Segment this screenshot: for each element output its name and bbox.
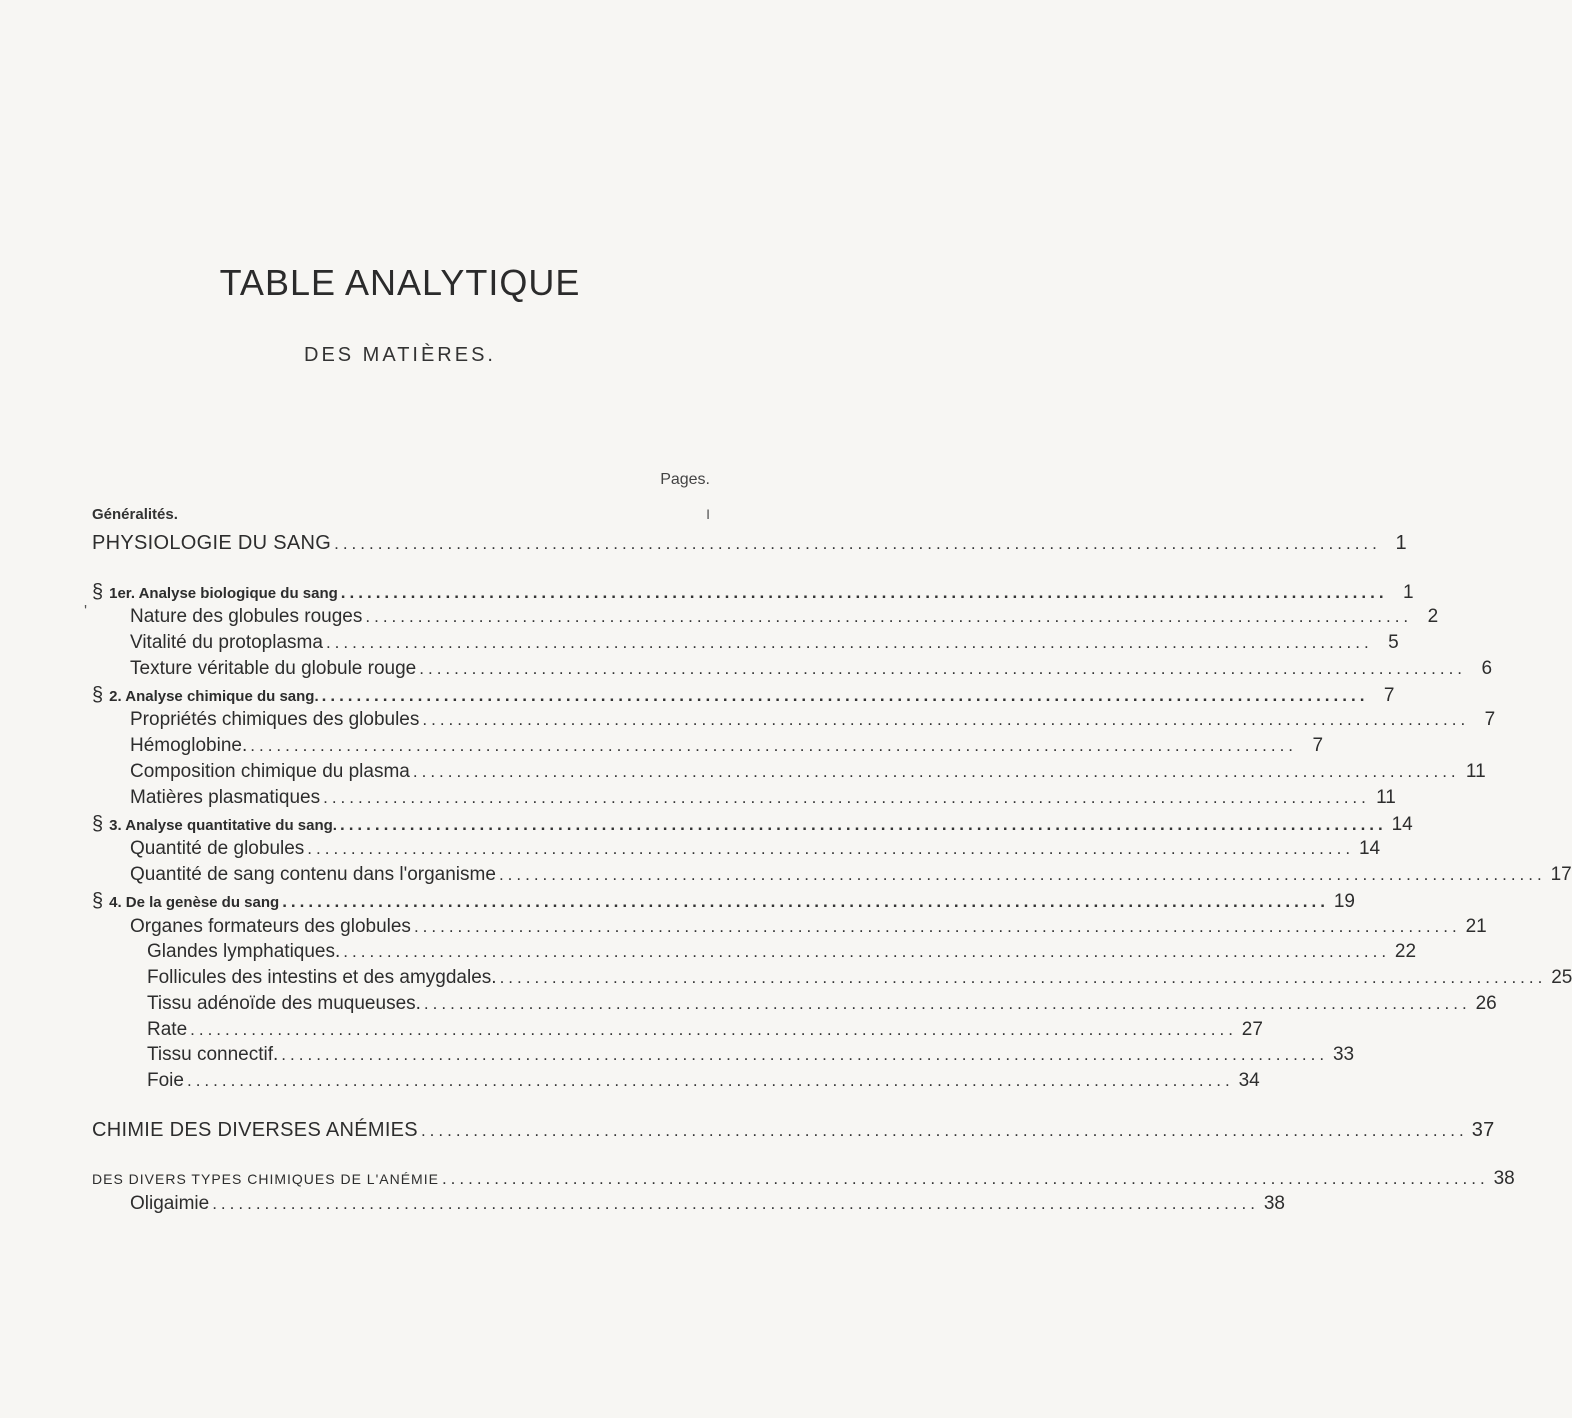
toc-entry xyxy=(92,1168,1515,1194)
toc-entry-page: 5 xyxy=(1388,632,1399,653)
toc-entry-label xyxy=(92,890,279,913)
dot-leader: ........................................................................................................................ xyxy=(282,892,1329,911)
toc-entry-label xyxy=(92,684,319,707)
toc-entry xyxy=(130,838,1381,864)
toc-entry xyxy=(92,532,1407,558)
toc-entry-text: DES DIVERS TYPES CHIMIQUES DE L'ANÉMIE xyxy=(92,1171,439,1187)
toc-entry-text: Propriétés chimiques des globules xyxy=(130,709,420,730)
toc-entry-label xyxy=(92,581,338,604)
pages-column-label: Pages. xyxy=(660,471,710,488)
toc-entry-label xyxy=(130,658,416,680)
dot-leader: ........................................................................................................................ xyxy=(441,1169,1489,1188)
toc-entry-page: 1 xyxy=(1395,532,1407,554)
toc-entry-page: 7 xyxy=(1383,685,1395,706)
toc-entry-label xyxy=(130,761,410,783)
dot-leader: ........................................................................................................................ xyxy=(334,534,1381,553)
toc-entry-label xyxy=(147,941,340,963)
toc-entry-text: Quantité de globules xyxy=(130,838,305,859)
toc-entry-text: Composition chimique du plasma xyxy=(130,761,410,782)
toc-entry-text: Vitalité du protoplasma xyxy=(130,632,323,653)
toc-entry-text: 3. Analyse quantitative du sang. xyxy=(109,817,337,834)
toc-entry-page: 33 xyxy=(1332,1044,1355,1065)
toc-entry xyxy=(130,709,1496,735)
dot-leader: ........................................................................................................................ xyxy=(321,686,1369,705)
toc-entry-label xyxy=(130,606,362,628)
toc-entry-label xyxy=(130,916,411,938)
margin-mark: ' xyxy=(84,603,88,620)
dot-leader: ........................................................................................................................ xyxy=(339,815,1387,834)
toc-entry-page: 14 xyxy=(1358,838,1381,859)
dot-leader: ........................................................................................................................ xyxy=(499,968,1547,987)
toc-entry-label xyxy=(130,864,496,886)
toc-entry-label xyxy=(130,632,323,654)
toc-entry xyxy=(147,1044,1355,1070)
toc-entry-text: 4. De la genèse du sang xyxy=(109,894,280,911)
toc-entry-page: I xyxy=(706,506,710,522)
toc-entry-page: 26 xyxy=(1475,993,1497,1014)
toc-entry-text: Tissu connectif. xyxy=(147,1044,279,1065)
dot-leader: ........................................................................................................................ xyxy=(343,942,1391,961)
toc-entry-page: 25 xyxy=(1551,967,1572,988)
dot-leader: ........................................................................................................................ xyxy=(413,917,1461,936)
toc-entry-label xyxy=(92,813,337,836)
toc-entry-text: Oligaimie xyxy=(130,1193,210,1214)
toc-entry-label xyxy=(147,993,421,1015)
toc-entry xyxy=(147,993,1497,1019)
toc-entry-text: Rate xyxy=(147,1019,188,1040)
page-title: TABLE ANALYTIQUE xyxy=(219,262,581,303)
toc-entry-page: 34 xyxy=(1238,1070,1260,1091)
toc-entry-text: 1er. Analyse biologique du sang xyxy=(109,585,338,602)
toc-entry xyxy=(147,1070,1260,1096)
toc-entry-label xyxy=(147,1019,187,1041)
toc-entry-page: 17 xyxy=(1550,864,1572,885)
toc-entry xyxy=(130,1193,1285,1219)
toc-entry-label xyxy=(130,787,320,809)
toc-entry-label xyxy=(130,838,304,860)
toc-entry xyxy=(130,735,1324,761)
toc-entry xyxy=(130,864,1572,890)
toc-entry xyxy=(130,632,1399,658)
toc-entry-text: PHYSIOLOGIE DU SANG xyxy=(92,532,332,554)
toc-entry xyxy=(130,606,1439,632)
toc-entry-text: CHIMIE DES DIVERSES ANÉMIES xyxy=(92,1119,418,1141)
toc-entry xyxy=(130,916,1487,942)
section-sign-icon: § xyxy=(92,890,104,912)
toc-entry-page: 21 xyxy=(1465,916,1487,937)
dot-leader: ........................................................................................................................ xyxy=(186,1071,1234,1090)
section-sign-icon: § xyxy=(92,813,104,835)
toc-entry-page: 1 xyxy=(1403,582,1414,603)
dot-leader: ........................................................................................................................ xyxy=(420,1121,1468,1140)
toc-entry-label xyxy=(147,1044,278,1066)
toc-entry-text: Texture véritable du globule rouge xyxy=(130,658,417,679)
toc-entry-generalites xyxy=(92,506,710,523)
toc-entry-page: 2 xyxy=(1427,606,1439,627)
section-sign-icon: § xyxy=(92,684,104,706)
toc-entry-text: Matières plasmatiques xyxy=(130,787,321,808)
toc-entry xyxy=(147,967,1572,993)
toc-entry xyxy=(92,813,1413,839)
toc-entry-page: 38 xyxy=(1493,1168,1515,1189)
toc-entry-page: 14 xyxy=(1391,814,1413,835)
toc-entry-text: Glandes lymphatiques. xyxy=(147,941,341,962)
toc-entry-text: Hémoglobine. xyxy=(130,735,248,756)
toc-entry xyxy=(130,761,1486,787)
dot-leader: ........................................................................................................................ xyxy=(365,607,1413,626)
toc-entry xyxy=(147,941,1417,967)
dot-leader: ........................................................................................................................ xyxy=(212,1194,1259,1213)
toc-entry-page: 27 xyxy=(1241,1019,1263,1040)
toc-entry-text: 2. Analyse chimique du sang. xyxy=(109,688,319,705)
toc-entry-label xyxy=(92,532,331,555)
toc-entry-label: Généralités. xyxy=(92,506,178,523)
toc-entry-page: 6 xyxy=(1481,658,1493,679)
toc-entry-label xyxy=(92,1171,439,1187)
section-sign-icon: § xyxy=(92,581,104,603)
dot-leader: ........................................................................................................................ xyxy=(422,710,1470,729)
toc-entry xyxy=(92,684,1395,710)
toc-entry-text: Nature des globules rouges xyxy=(130,606,363,627)
toc-entry xyxy=(92,581,1414,607)
dot-leader: ........................................................................................................................ xyxy=(323,788,1370,807)
toc-entry-page: 7 xyxy=(1312,735,1324,756)
dot-leader: ........................................................................................................................ xyxy=(281,1045,1329,1064)
toc-entry xyxy=(92,890,1355,916)
dot-leader: ........................................................................................................................ xyxy=(412,762,1460,781)
toc-entry-page: 38 xyxy=(1263,1193,1285,1214)
toc-entry xyxy=(130,787,1396,813)
dot-leader: ........................................................................................................................ xyxy=(250,736,1298,755)
toc-entry-label xyxy=(130,709,419,731)
dot-leader: ........................................................................................................................ xyxy=(498,865,1546,884)
toc-entry-label xyxy=(130,1193,209,1215)
toc-entry-page: 19 xyxy=(1333,891,1355,912)
dot-leader: ........................................................................................................................ xyxy=(325,633,1373,652)
toc-entry-text: Quantité de sang contenu dans l'organisme xyxy=(130,864,496,885)
toc-entry-page: 11 xyxy=(1465,761,1486,782)
toc-entry-text: Organes formateurs des globules xyxy=(130,916,411,937)
dot-leader: ........................................................................................................................ xyxy=(190,1020,1237,1039)
page-subtitle: DES MATIÈRES. xyxy=(304,344,496,366)
toc-entry-page: 11 xyxy=(1376,787,1396,808)
toc-entry-text: Follicules des intestins et des amygdales. xyxy=(147,967,497,988)
toc-entry xyxy=(92,1119,1495,1145)
toc-entry xyxy=(130,658,1493,684)
toc-entry-text: Tissu adénoïde des muqueuses. xyxy=(147,993,421,1014)
dot-leader: ........................................................................................................................ xyxy=(419,659,1467,678)
dot-leader: ........................................................................................................................ xyxy=(307,839,1355,858)
dot-leader: ........................................................................................................................ xyxy=(340,583,1388,602)
dot-leader: ........................................................................................................................ xyxy=(423,994,1471,1013)
toc-entry-text: Foie xyxy=(147,1070,184,1091)
toc-entry-page: 37 xyxy=(1471,1119,1495,1141)
toc-entry-label xyxy=(147,1070,184,1092)
toc-entry-label xyxy=(92,1119,418,1142)
toc-entry-label xyxy=(130,735,247,757)
toc-entry xyxy=(147,1019,1263,1045)
toc-entry-label xyxy=(147,967,497,989)
toc-entry-page: 7 xyxy=(1484,709,1496,730)
toc-entry-page: 22 xyxy=(1394,941,1417,962)
